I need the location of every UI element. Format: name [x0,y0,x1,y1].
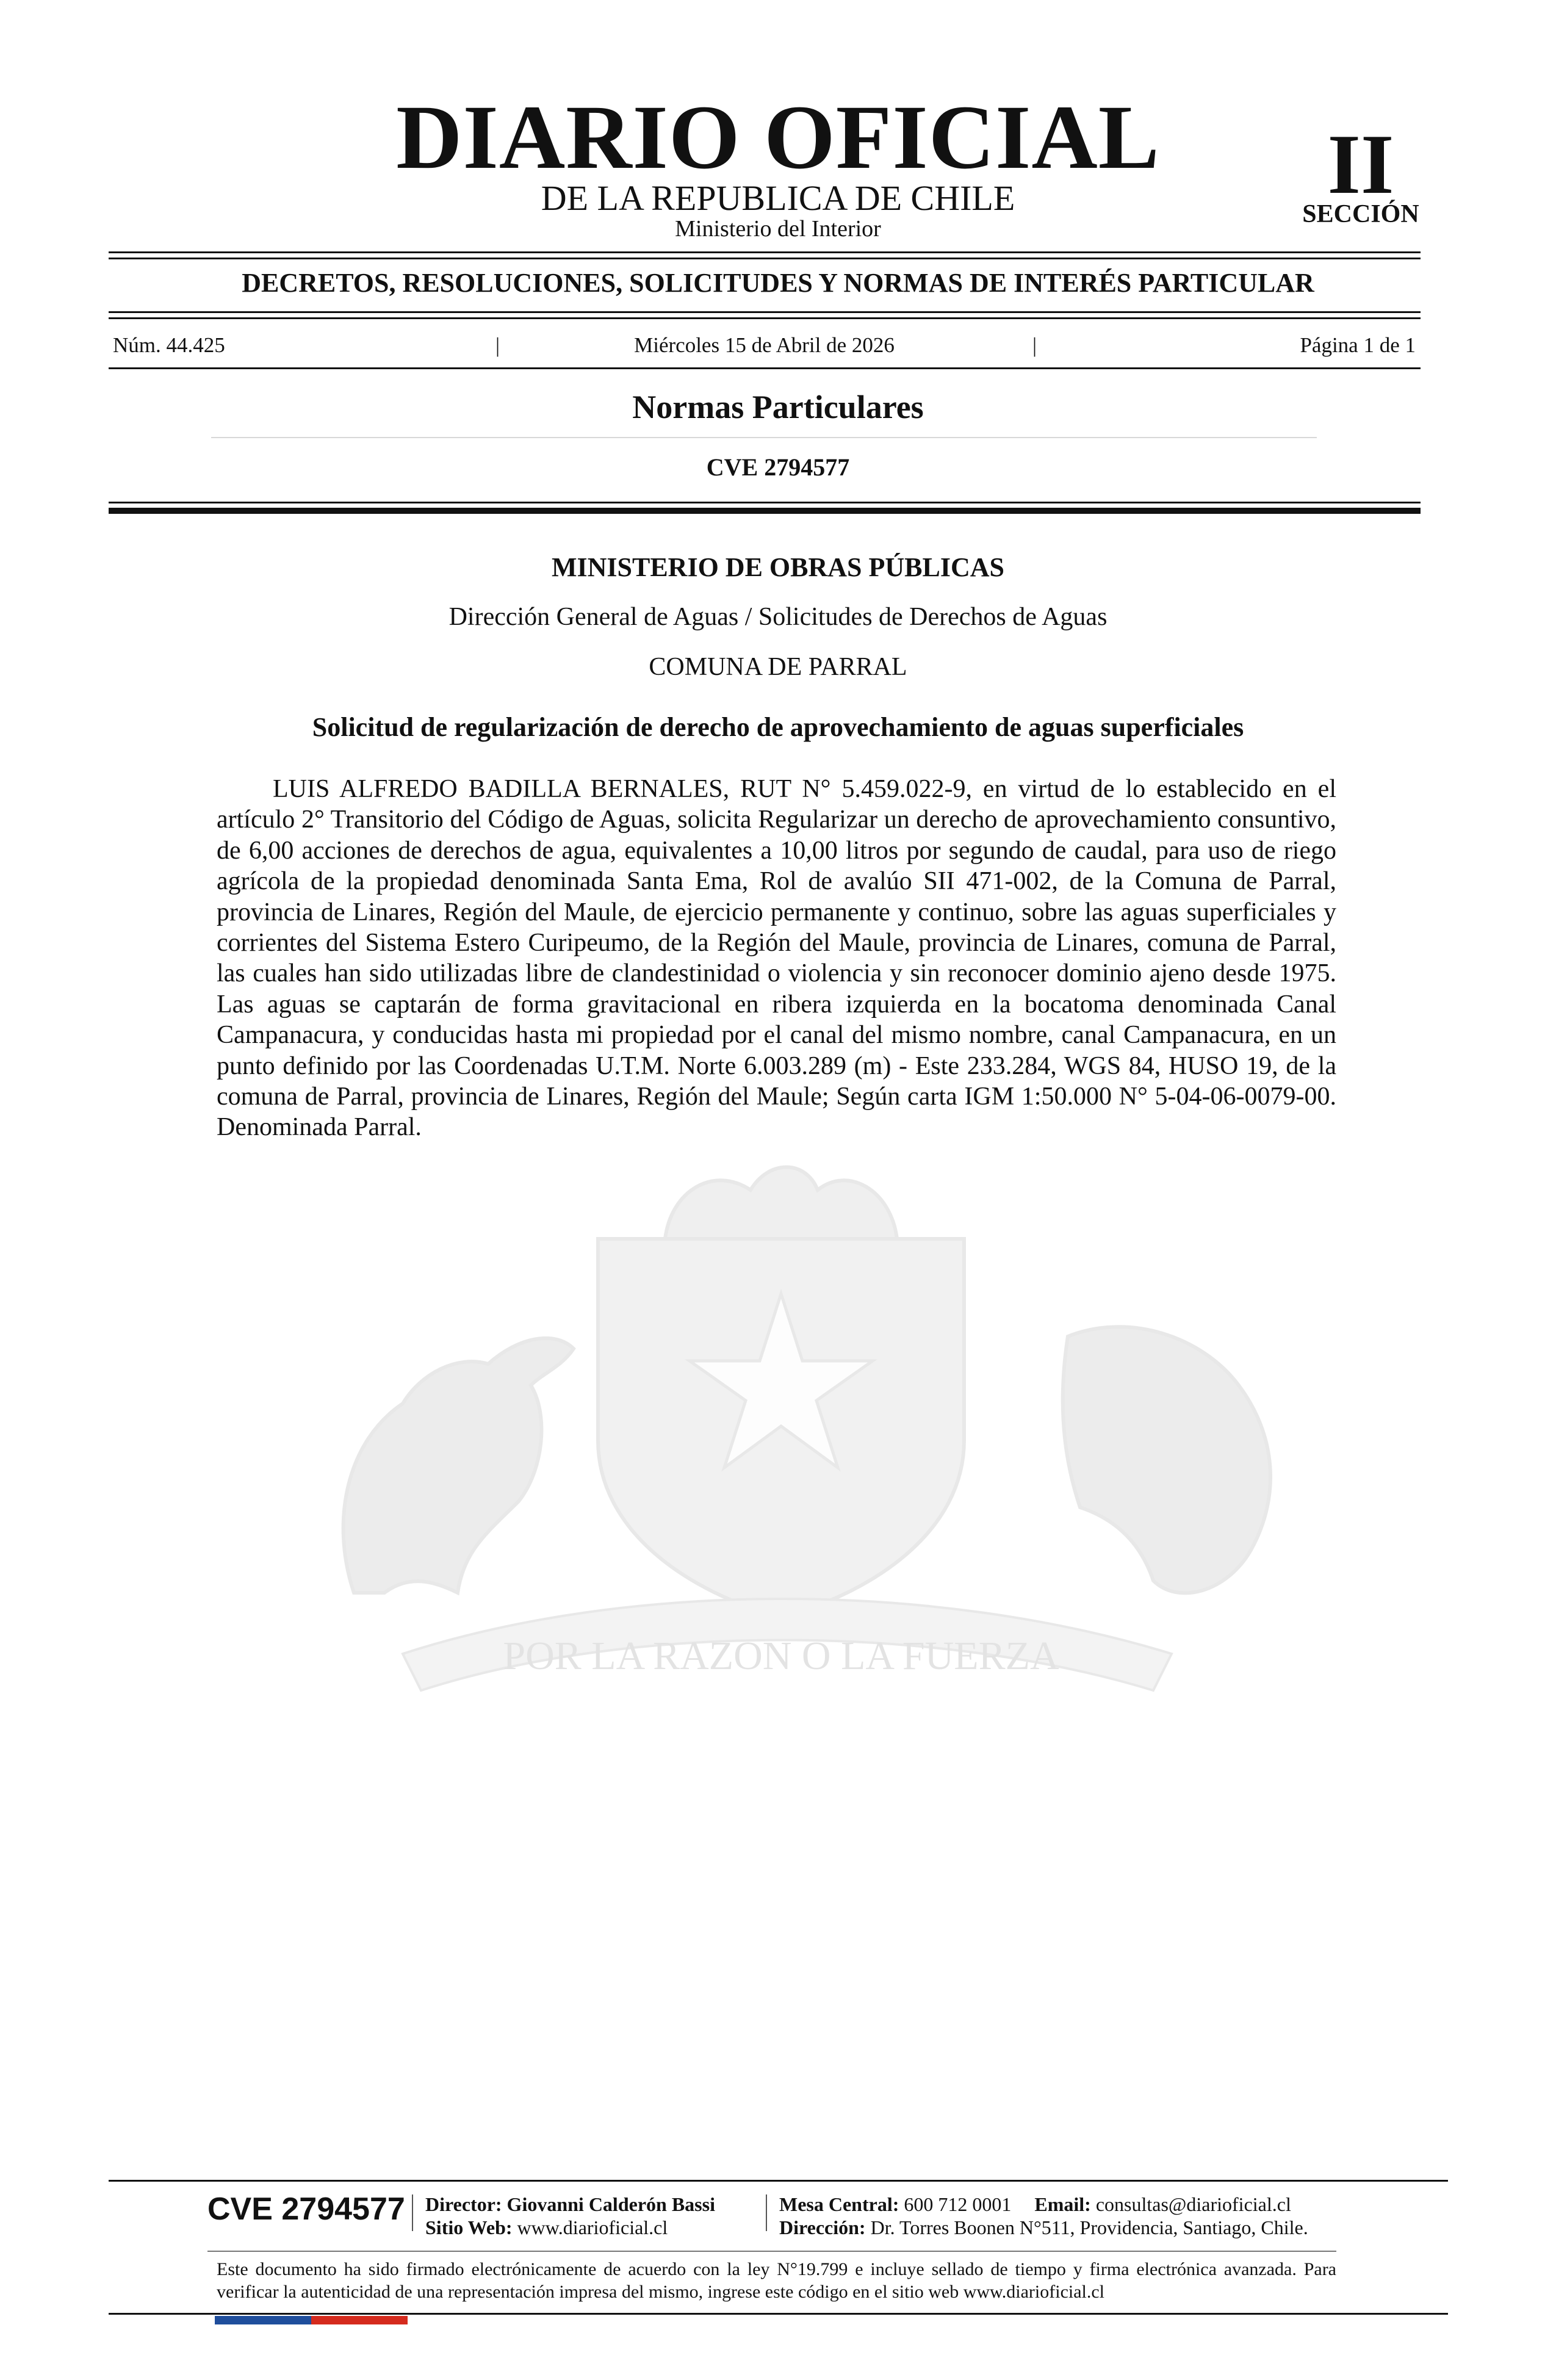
condor-icon [1063,1327,1270,1593]
section-banner: DECRETOS, RESOLUCIONES, SOLICITUDES Y NORMAS DE INTERÉS PARTICULAR [242,268,1314,298]
phone-label: Mesa Central: [779,2193,899,2215]
footer-separator [766,2194,767,2231]
ministry-heading: MINISTERIO DE OBRAS PÚBLICAS [551,552,1005,582]
flag-red-stripe [311,2316,408,2324]
cve-code: CVE 2794577 [706,453,850,481]
page-indicator: Página 1 de 1 [1300,333,1416,357]
footer-address [779,2215,1308,2240]
coat-of-arms-watermark [201,1153,1361,1703]
section-title-divider [211,437,1317,438]
footer-bottom-divider [109,2313,1448,2315]
director-label: Director: [425,2193,502,2215]
footer-director [425,2192,715,2216]
website-link[interactable]: www.diarioficial.cl [517,2216,668,2238]
issue-divider [109,367,1421,369]
cve-divider-thick [109,508,1421,514]
footer-separator [412,2194,413,2231]
banner-divider [109,311,1421,313]
watermark-motto: POR LA RAZON O LA FUERZA [503,1634,1059,1678]
director-value: Giovanni Calderón Bassi [506,2193,715,2215]
issue-separator: | [495,333,500,357]
section-label: SECCIÓN [1302,200,1419,228]
banner-divider [109,317,1421,319]
issue-separator: | [1032,333,1037,357]
issue-date: Miércoles 15 de Abril de 2026 [634,333,895,357]
comuna-heading: COMUNA DE PARRAL [649,653,907,681]
phone-value: 600 712 0001 [904,2193,1012,2215]
subject-heading: Solicitud de regularización de derecho de aprovechamiento de aguas superficiales [312,712,1244,742]
masthead-ministry: Ministerio del Interior [675,216,881,242]
issue-info-row [113,333,1416,358]
website-label: Sitio Web: [425,2216,513,2238]
masthead-title: DIARIO OFICIAL [396,87,1160,188]
section-title: Normas Particulares [632,389,924,425]
footer-contact [779,2192,1291,2216]
huemul-icon [344,1338,574,1593]
section-number: II [1327,117,1394,212]
header-divider [109,251,1421,253]
masthead-subtitle: DE LA REPUBLICA DE CHILE [541,178,1015,218]
header-divider [109,258,1421,259]
email-link[interactable]: consultas@diarioficial.cl [1095,2193,1291,2215]
address-value: Dr. Torres Boonen N°511, Providencia, Santiago, Chile. [870,2216,1308,2238]
document-body: LUIS ALFREDO BADILLA BERNALES, RUT N° 5.459.022-9, en virtud de lo establecido en el artículo 2° Transitorio del Código de Aguas, solicita Regularizar un derecho de aprovechamiento consuntivo, de 6,00 acciones de derechos de agua, equivalentes a 10,00 litros por segundo de caudal, para uso de riego agrícola de la propiedad denominada Santa Ema, Rol de avalúo SII 471-002, de la Comuna de Parral, provincia de Linares, Región del Maule, de ejercicio permanente y continuo, sobre las aguas superficiales y corrientes del Sistema Estero Curipeumo, de la Región del Maule, provincia de Linares, comuna de Parral, las cuales han sido utilizadas libre de clandestinidad o violencia y sin reconocer dominio ajeno desde 1975. Las aguas se captarán de forma gravitacional en ribera izquierda en la bocatoma denominada Canal Campanacura, y conducidas hasta mi propiedad por el canal del mismo nombre, canal Campanacura, en un punto definido por las Coordenadas U.T.M. Norte 6.003.289 (m) - Este 233.284, WGS 84, HUSO 19, de la comuna de Parral, provincia de Linares, Región del Maule; Según carta IGM 1:50.000 N° 5-04-06-0079-00. Denominada Parral. [217,775,1336,1142]
footer-inner-divider [207,2251,1336,2252]
cve-divider [109,502,1421,503]
flag-blue-stripe [215,2316,311,2324]
address-label: Dirección: [779,2216,866,2238]
footer-divider [109,2180,1448,2182]
footer-website [425,2215,668,2240]
footer-cve-code: CVE 2794577 [207,2191,405,2227]
issue-number: Núm. 44.425 [113,333,225,357]
email-label: Email: [1034,2193,1091,2215]
direction-heading: Dirección General de Aguas / Solicitudes de Derechos de Aguas [448,603,1108,631]
footer-legal-note: Este documento ha sido firmado electrónicamente de acuerdo con la ley N°19.799 e incluye sellado de tiempo y firma electrónica avanzada. Para verificar la autenticidad de una representación impresa del mismo, ingrese este código en el sitio web www.diarioficial.cl [217,2259,1336,2302]
